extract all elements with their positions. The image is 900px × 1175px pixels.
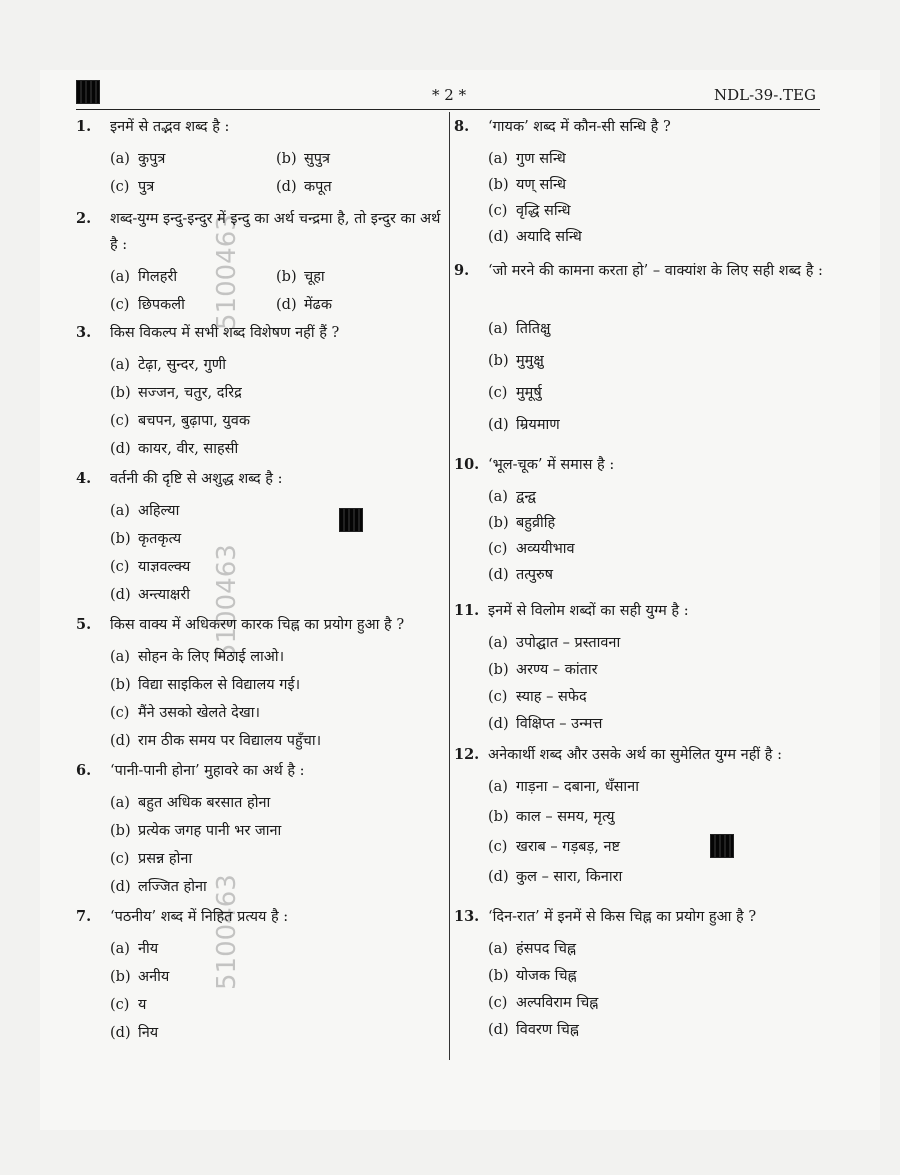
- question-number: 9.: [454, 262, 470, 279]
- answer-option: [488, 990, 598, 1016]
- option-text: बहुत अधिक बरसात होना: [138, 795, 271, 811]
- answer-option: [488, 536, 575, 562]
- option-text: कुपुत्र: [138, 151, 166, 167]
- question-number: 5.: [76, 616, 92, 633]
- option-text: अरण्य – कांतार: [516, 662, 598, 678]
- question-number: 13.: [454, 908, 480, 925]
- answer-option: [276, 174, 332, 200]
- answer-option: [110, 174, 154, 200]
- option-label: (c): [110, 705, 130, 721]
- option-text: मुमूर्षु: [516, 385, 542, 401]
- option-label: (d): [110, 587, 131, 603]
- option-label: (b): [488, 662, 509, 678]
- option-label: (c): [488, 203, 508, 219]
- question-text: ‘भूल-चूक’ में समास है :: [488, 457, 615, 473]
- option-label: (b): [488, 353, 509, 369]
- option-text: विद्या साइकिल से विद्यालय गई।: [138, 677, 301, 693]
- qr-code-icon: [76, 80, 100, 104]
- option-label: (c): [488, 839, 508, 855]
- answer-option: [110, 964, 169, 990]
- question-number: 1.: [76, 118, 92, 135]
- answer-option: [110, 874, 207, 900]
- option-label: (d): [276, 297, 297, 313]
- question-number: 7.: [76, 908, 92, 925]
- header-divider: [76, 109, 820, 110]
- option-text: कृतकृत्य: [138, 531, 182, 547]
- option-text: निय: [138, 1025, 159, 1041]
- answer-option: [110, 292, 185, 318]
- answer-option: [110, 728, 321, 754]
- answer-option: [110, 582, 190, 608]
- option-label: (a): [110, 795, 130, 811]
- option-label: (c): [110, 297, 130, 313]
- option-label: (d): [488, 567, 509, 583]
- answer-option: [110, 992, 146, 1018]
- option-text: हंसपद चिह्न: [516, 941, 577, 957]
- answer-option: [110, 846, 192, 872]
- option-label: (a): [110, 357, 130, 373]
- option-label: (d): [110, 733, 131, 749]
- question-text: शब्द-युग्म इन्दु-इन्दुर में इन्दु का अर्थ चन्द्रमा है, तो इन्दुर का अर्थ है :: [110, 211, 441, 253]
- option-text: टेढ़ा, सुन्दर, गुणी: [138, 357, 226, 373]
- option-text: यण् सन्धि: [516, 177, 566, 193]
- answer-option: [488, 1017, 579, 1043]
- question-number: 6.: [76, 762, 92, 779]
- option-text: मुमुक्षु: [516, 353, 544, 369]
- answer-option: [488, 804, 615, 830]
- option-text: य: [138, 997, 147, 1013]
- answer-option: [110, 146, 165, 172]
- option-text: छिपकली: [138, 297, 185, 313]
- option-label: (d): [276, 179, 297, 195]
- question-text: किस विकल्प में सभी शब्द विशेषण नहीं हैं ?: [110, 325, 340, 341]
- question-text: किस वाक्य में अधिकरण कारक चिह्न का प्रयोग हुआ है ?: [110, 617, 405, 633]
- answer-option: [276, 146, 330, 172]
- answer-option: [110, 790, 270, 816]
- question-text: ‘दिन-रात’ में इनमें से किस चिह्न का प्रयोग हुआ है ?: [488, 909, 757, 925]
- option-label: (a): [488, 635, 508, 651]
- answer-option: [488, 562, 553, 588]
- option-label: (a): [110, 941, 130, 957]
- option-text: गुण सन्धि: [516, 151, 566, 167]
- watermark-number: 5100463: [212, 544, 242, 660]
- option-label: (a): [488, 489, 508, 505]
- answer-option: [488, 774, 639, 800]
- option-text: काल – समय, मृत्यु: [516, 809, 615, 825]
- page-number: * 2 *: [432, 86, 467, 104]
- option-label: (c): [488, 541, 508, 557]
- answer-option: [110, 498, 179, 524]
- answer-option: [110, 936, 158, 962]
- question-text: ‘जो मरने की कामना करता हो’ – वाक्यांश के लिए सही शब्द है :: [488, 263, 823, 279]
- answer-option: [488, 412, 560, 438]
- question-number: 4.: [76, 470, 92, 487]
- watermark-number: 5100463: [212, 214, 242, 330]
- question-number: 8.: [454, 118, 470, 135]
- answer-option: [110, 408, 250, 434]
- option-label: (a): [488, 321, 508, 337]
- question-text: ‘गायक’ शब्द में कौन-सी सन्धि है ?: [488, 119, 671, 135]
- option-label: (b): [276, 269, 297, 285]
- option-label: (c): [110, 997, 130, 1013]
- option-label: (b): [110, 385, 131, 401]
- option-text: अन्त्याक्षरी: [138, 587, 191, 603]
- option-text: योजक चिह्न: [516, 968, 577, 984]
- answer-option: [488, 630, 620, 656]
- option-text: विक्षिप्त – उन्मत्त: [516, 716, 603, 732]
- option-label: (d): [110, 879, 131, 895]
- option-text: गाड़ना – दबाना, धँसाना: [516, 779, 639, 795]
- option-text: विवरण चिह्न: [516, 1022, 579, 1038]
- option-label: (b): [488, 968, 509, 984]
- option-label: (b): [110, 531, 131, 547]
- option-text: कुल – सारा, किनारा: [516, 869, 623, 885]
- question-number: 11.: [454, 602, 480, 619]
- option-text: अहिल्या: [138, 503, 180, 519]
- option-label: (b): [110, 969, 131, 985]
- watermark-number: 5100463: [212, 874, 242, 990]
- option-label: (a): [488, 779, 508, 795]
- option-text: तत्पुरुष: [516, 567, 554, 583]
- option-text: बहुव्रीहि: [516, 515, 556, 531]
- answer-option: [110, 672, 300, 698]
- option-label: (a): [110, 503, 130, 519]
- answer-option: [110, 436, 238, 462]
- option-text: याज्ञवल्क्य: [138, 559, 191, 575]
- option-text: राम ठीक समय पर विद्यालय पहुँचा।: [138, 733, 322, 749]
- option-text: अव्ययीभाव: [516, 541, 575, 557]
- question-text: इनमें से तद्भव शब्द है :: [110, 119, 230, 135]
- option-text: अयादि सन्धि: [516, 229, 582, 245]
- option-label: (c): [110, 559, 130, 575]
- option-text: मेंढक: [304, 297, 332, 313]
- answer-option: [488, 198, 571, 224]
- option-text: खराब – गड़बड़, नष्ट: [516, 839, 620, 855]
- option-label: (c): [488, 995, 508, 1011]
- qr-code-icon: [339, 508, 363, 532]
- answer-option: [488, 657, 598, 683]
- answer-option: [488, 146, 566, 172]
- question-text: इनमें से विलोम शब्दों का सही युग्म है :: [488, 603, 689, 619]
- option-label: (a): [488, 941, 508, 957]
- answer-option: [110, 264, 177, 290]
- answer-option: [110, 1020, 158, 1046]
- answer-option: [488, 224, 582, 250]
- paper-code: NDL-39-.TEG: [713, 86, 816, 104]
- answer-option: [110, 352, 226, 378]
- question-text: अनेकार्थी शब्द और उसके अर्थ का सुमेलित युग्म नहीं है :: [488, 747, 782, 763]
- question-text: वर्तनी की दृष्टि से अशुद्ध शब्द है :: [110, 471, 283, 487]
- option-label: (c): [110, 413, 130, 429]
- answer-option: [110, 380, 242, 406]
- answer-option: [488, 711, 602, 737]
- answer-option: [488, 936, 576, 962]
- answer-option: [110, 818, 281, 844]
- answer-option: [488, 864, 622, 890]
- option-text: तितिक्षु: [516, 321, 551, 337]
- question-text: ‘पानी-पानी होना’ मुहावरे का अर्थ है :: [110, 763, 305, 779]
- option-label: (b): [488, 515, 509, 531]
- question-number: 12.: [454, 746, 480, 763]
- option-text: कायर, वीर, साहसी: [138, 441, 239, 457]
- option-label: (b): [488, 177, 509, 193]
- option-text: चूहा: [304, 269, 325, 285]
- column-divider: [449, 112, 450, 1060]
- option-label: (b): [276, 151, 297, 167]
- option-label: (b): [488, 809, 509, 825]
- option-text: उपोद्घात – प्रस्तावना: [516, 635, 621, 651]
- option-text: सज्जन, चतुर, दरिद्र: [138, 385, 242, 401]
- option-text: प्रसन्न होना: [138, 851, 193, 867]
- option-text: सोहन के लिए मिठाई लाओ।: [138, 649, 285, 665]
- answer-option: [488, 484, 536, 510]
- option-text: पुत्र: [138, 179, 155, 195]
- option-text: गिलहरी: [138, 269, 178, 285]
- answer-option: [276, 292, 332, 318]
- answer-option: [110, 554, 190, 580]
- question-number: 10.: [454, 456, 480, 473]
- option-text: वृद्धि सन्धि: [516, 203, 571, 219]
- option-label: (d): [488, 417, 509, 433]
- question-number: 2.: [76, 210, 92, 227]
- answer-option: [110, 526, 181, 552]
- option-label: (c): [488, 689, 508, 705]
- option-label: (a): [110, 649, 130, 665]
- answer-option: [488, 834, 620, 860]
- option-label: (d): [110, 441, 131, 457]
- answer-option: [110, 644, 284, 670]
- answer-option: [488, 380, 542, 406]
- option-label: (c): [488, 385, 508, 401]
- option-text: मैंने उसको खेलते देखा।: [138, 705, 260, 721]
- option-text: कपूत: [304, 179, 332, 195]
- option-text: नीय: [138, 941, 159, 957]
- option-label: (a): [488, 151, 508, 167]
- option-label: (d): [488, 716, 509, 732]
- answer-option: [488, 172, 566, 198]
- answer-option: [276, 264, 325, 290]
- qr-code-icon: [710, 834, 734, 858]
- option-text: स्याह – सफेद: [516, 689, 587, 705]
- option-text: अल्पविराम चिह्न: [516, 995, 599, 1011]
- option-label: (a): [110, 269, 130, 285]
- option-text: अनीय: [138, 969, 170, 985]
- option-text: लज्जित होना: [138, 879, 207, 895]
- option-label: (c): [110, 179, 130, 195]
- question-text: ‘पठनीय’ शब्द में निहित प्रत्यय है :: [110, 909, 289, 925]
- option-text: बचपन, बुढ़ापा, युवक: [138, 413, 251, 429]
- option-label: (b): [110, 823, 131, 839]
- answer-option: [488, 316, 550, 342]
- option-text: सुपुत्र: [304, 151, 331, 167]
- answer-option: [488, 348, 544, 374]
- option-label: (d): [488, 869, 509, 885]
- option-label: (d): [488, 1022, 509, 1038]
- option-label: (c): [110, 851, 130, 867]
- answer-option: [488, 510, 555, 536]
- option-label: (b): [110, 677, 131, 693]
- question-number: 3.: [76, 324, 92, 341]
- option-text: प्रत्येक जगह पानी भर जाना: [138, 823, 282, 839]
- answer-option: [488, 684, 587, 710]
- option-label: (d): [488, 229, 509, 245]
- answer-option: [110, 700, 260, 726]
- option-label: (a): [110, 151, 130, 167]
- option-label: (d): [110, 1025, 131, 1041]
- option-text: म्रियमाण: [516, 417, 560, 433]
- option-text: द्वन्द्व: [516, 489, 536, 505]
- answer-option: [488, 963, 577, 989]
